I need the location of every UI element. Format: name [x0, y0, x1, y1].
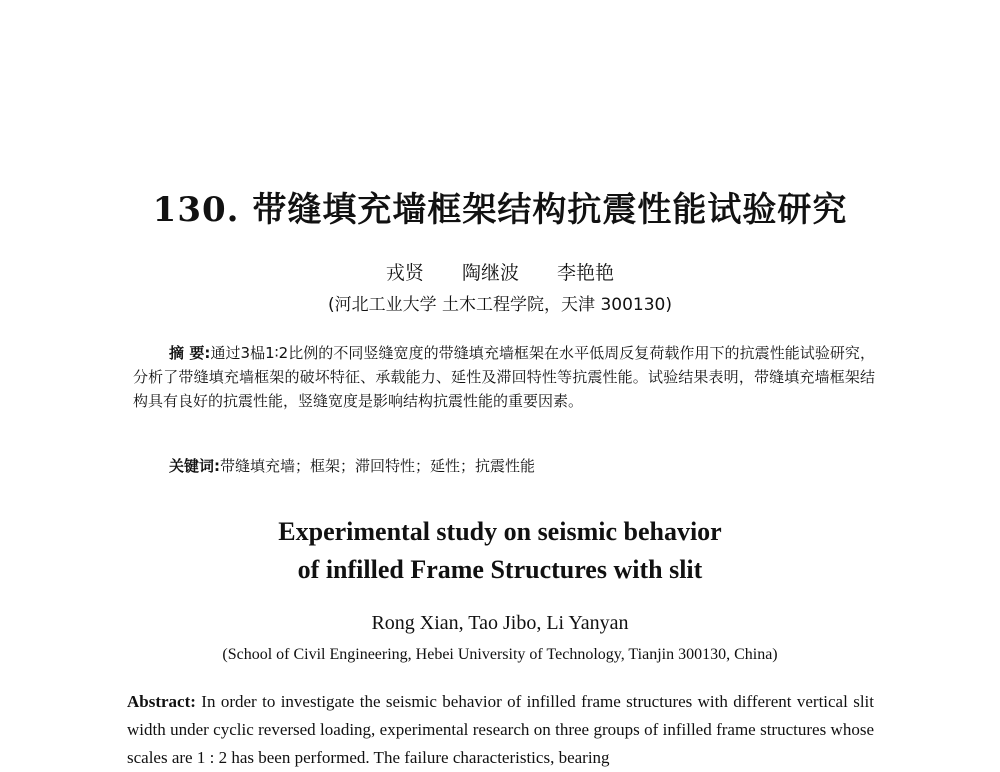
chinese-title: 130. 带缝填充墙框架结构抗震性能试验研究 — [152, 190, 848, 230]
chinese-affiliation: (河北工业大学 土木工程学院，天津 300130) — [328, 295, 672, 315]
chinese-abstract — [133, 341, 875, 413]
chinese-abstract-label: 摘 要: — [169, 344, 211, 362]
english-affiliation: (School of Civil Engineering, Hebei University of Technology, Tianjin 300130, China) — [222, 646, 778, 663]
english-abstract — [127, 688, 874, 772]
chinese-keywords-text: 带缝填充墙；框架；滞回特性；延性；抗震性能 — [220, 457, 536, 475]
chinese-keywords — [169, 455, 535, 476]
author-3: 李艳艳 — [557, 262, 615, 284]
author-2: 陶继波 — [461, 262, 519, 284]
chinese-keywords-label: 关键词: — [169, 457, 220, 475]
chinese-abstract-text: 通过3榀1∶2比例的不同竖缝宽度的带缝填充墙框架在水平低周反复荷载作用下的抗震性能试验研究，分析了带缝填充墙框架的破坏特征、承载能力、延性及滞回特性等抗震性能。试验结果表明，带缝填充墙框架结构具有良好的抗震性能，竖缝宽度是影响结构抗震性能的重要因素。 — [133, 344, 875, 410]
english-title — [0, 513, 1000, 589]
english-title-line-1: Experimental study on seismic behavior — [278, 517, 722, 546]
author-1: 戎贤 — [385, 262, 424, 284]
chinese-authors — [0, 258, 1000, 285]
english-abstract-label: Abstract: — [127, 692, 196, 711]
english-authors: Rong Xian, Tao Jibo, Li Yanyan — [371, 612, 629, 634]
english-abstract-text: In order to investigate the seismic behavior of infilled frame structures with different vertical slit width under cyclic reversed loading, experimental research on three groups of infilled frame structures whose scales are 1 : 2 has been performed. The failure characteristics, bearing — [127, 692, 874, 767]
english-title-line-2: of infilled Frame Structures with slit — [297, 555, 703, 584]
